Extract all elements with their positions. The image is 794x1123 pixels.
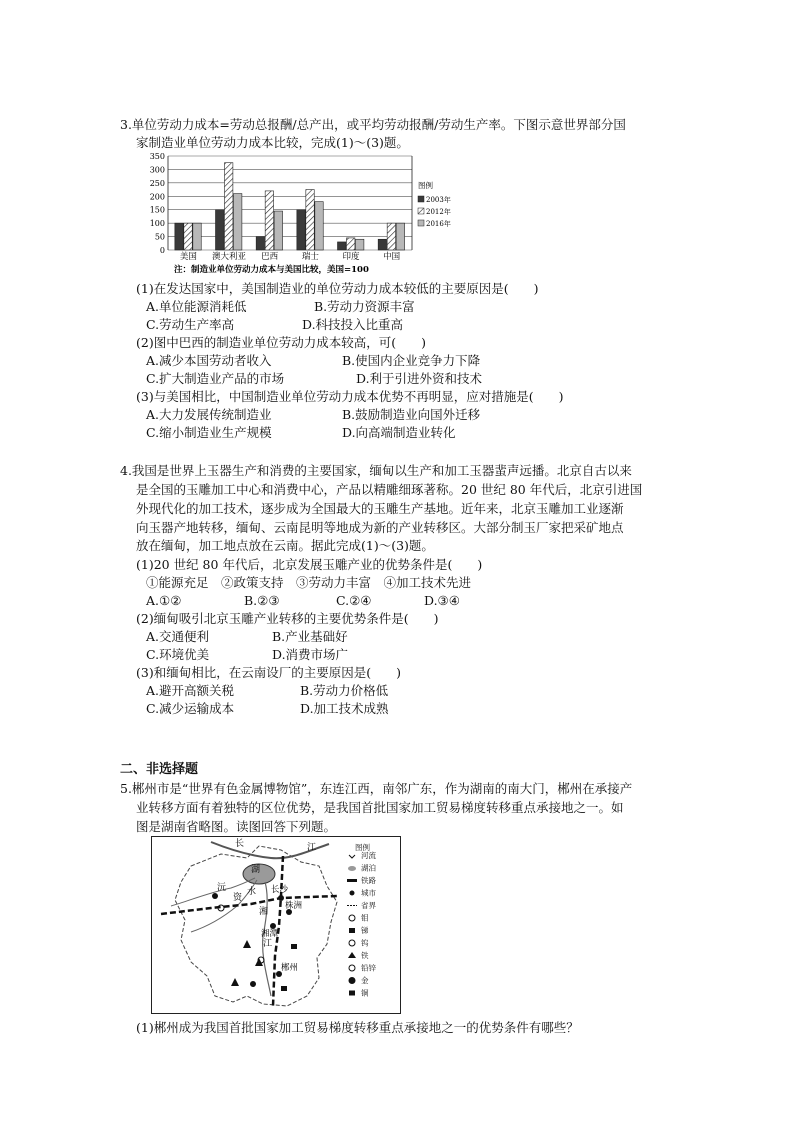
q3-sub1-option-d[interactable]: D.科技投入比重高 <box>302 317 404 332</box>
bar-2016年-中国 <box>396 223 404 250</box>
map-legend-label: 金 <box>361 976 369 985</box>
legend-label: 2012年 <box>426 208 451 216</box>
q5-sub1-stem: (1)郴州成为我国首批国家加工贸易梯度转移重点承接地之一的优势条件有哪些？ <box>136 1020 579 1035</box>
y-tick-label: 0 <box>159 246 165 255</box>
legend-label: 2003年 <box>426 196 451 204</box>
q4-sub2-option-b[interactable]: B.产业基础好 <box>272 629 348 644</box>
map-label-yuan: 沅 <box>217 883 227 893</box>
bar-2012年-巴西 <box>265 191 273 250</box>
x-tick-label: 澳大利亚 <box>211 252 247 262</box>
q4-sub1-option-a[interactable]: A.①② <box>146 593 182 608</box>
q3-sub1-stem: (1)在发达国家中，美国制造业的单位劳动力成本较低的主要原因是( ) <box>136 281 539 296</box>
bar-2003年-瑞士 <box>297 210 305 250</box>
map-legend-label: 城市 <box>361 888 376 898</box>
q3-intro-line-2: 家制造业单位劳动力成本比较，完成(1)～(3)题。 <box>136 135 409 150</box>
hunan-province-map <box>151 836 401 1014</box>
map-legend-label: 锑 <box>361 926 369 935</box>
changsha-city <box>278 895 284 901</box>
map-legend-label: 钼 <box>361 913 369 923</box>
q3-sub2-option-d[interactable]: D.利于引进外资和技术 <box>356 371 483 386</box>
map-legend-symbol <box>347 879 357 882</box>
legend-swatch <box>418 220 424 226</box>
y-tick-label: 100 <box>149 219 165 229</box>
q4-sub3-stem: (3)和缅甸相比，在云南设厂的主要原因是( ) <box>136 665 401 680</box>
bar-2016年-美国 <box>193 223 201 250</box>
map-legend-label: 河流 <box>361 851 376 860</box>
q4-intro-line-1: 4.我国是世界上玉器生产和消费的主要国家，缅甸以生产和加工玉器蜚声远播。北京自古以来 <box>120 463 632 478</box>
q4-sub1-stem: (1)20 世纪 80 年代后，北京发展玉雕产业的优势条件是( ) <box>136 557 483 572</box>
q3-sub1-option-a[interactable]: A.单位能源消耗低 <box>146 299 247 314</box>
map-legend-label: 铁 <box>361 951 369 960</box>
q3-sub3-option-a[interactable]: A.大力发展传统制造业 <box>146 407 272 422</box>
bar-2003年-美国 <box>175 223 183 250</box>
map-legend-label: 铁路 <box>361 876 376 885</box>
x-tick-label: 巴西 <box>261 252 279 262</box>
q4-sub2-stem: (2)缅甸吸引北京玉雕产业转移的主要优势条件是( ) <box>136 611 439 626</box>
bar-2012年-澳大利亚 <box>225 163 233 250</box>
q3-sub3-option-d[interactable]: D.向高端制造业转化 <box>342 425 456 440</box>
map-label-zhuzhou: 株洲 <box>285 901 303 911</box>
x-tick-label: 瑞士 <box>301 252 319 262</box>
map-label-xiang: 湘 <box>259 907 269 917</box>
map-label-jiang-1: 江 <box>307 843 317 853</box>
bar-2012年-印度 <box>347 238 355 250</box>
labor-cost-bar-chart <box>140 152 451 280</box>
map-legend-symbol <box>349 991 355 996</box>
map-legend-label: 铜 <box>361 988 369 998</box>
map-legend-symbol <box>349 978 355 984</box>
legend-swatch <box>418 196 424 202</box>
bar-2016年-瑞士 <box>315 202 323 250</box>
legend-label: 2016年 <box>426 220 451 228</box>
legend-swatch <box>418 208 424 214</box>
bar-2012年-瑞士 <box>306 190 314 250</box>
y-tick-label: 50 <box>154 232 165 242</box>
map-label-xiangtan: 湘潭 <box>261 929 279 939</box>
map-legend-label: 湖泊 <box>361 863 376 873</box>
bar-2003年-澳大利亚 <box>216 210 224 250</box>
q3-sub2-option-b[interactable]: B.使国内企业竞争力下降 <box>342 353 481 368</box>
map-legend-symbol <box>350 891 355 896</box>
q4-sub3-option-a[interactable]: A.避开高额关税 <box>146 683 235 698</box>
bar-2003年-印度 <box>338 242 346 250</box>
q4-sub1-conditions: ①能源充足 ②政策支持 ③劳动力丰富 ④加工技术先进 <box>146 575 472 590</box>
map-label-zi: 资 <box>233 893 243 903</box>
map-label-jiang-2: 江 <box>263 939 273 949</box>
y-tick-label: 150 <box>149 205 165 215</box>
svg-text:图例: 图例 <box>355 843 370 852</box>
map-legend-label: 钨 <box>361 938 369 948</box>
section2-title: 二、非选择题 <box>120 762 199 777</box>
bar-2012年-美国 <box>184 223 192 250</box>
chart-note: 注：制造业单位劳动力成本与美国比较，美国=100 <box>174 265 369 275</box>
x-tick-label: 印度 <box>342 252 360 262</box>
bar-2016年-澳大利亚 <box>234 194 242 250</box>
map-label-changsha: 长沙 <box>271 885 289 895</box>
q4-sub2-option-c[interactable]: C.环境优美 <box>146 647 210 662</box>
q3-sub1-option-c[interactable]: C.劳动生产率高 <box>146 317 235 332</box>
map-label-chang: 长 <box>235 839 245 849</box>
q5-intro-line-2: 业转移方面有着独特的区位优势，是我国首批国家加工贸易梯度转移重点承接地之一。如 <box>136 800 624 815</box>
q4-intro-line-2: 是全国的玉雕加工中心和消费中心，产品以精雕细琢著称。20 世纪 80 年代后，北京引进国 <box>136 482 643 497</box>
q4-intro-line-5: 放在缅甸，加工地点放在云南。据此完成(1)～(3)题。 <box>136 538 434 553</box>
bar-2016年-巴西 <box>274 211 282 250</box>
y-tick-label: 250 <box>149 178 165 188</box>
y-tick-label: 300 <box>149 165 165 175</box>
q3-sub3-option-c[interactable]: C.缩小制造业生产规模 <box>146 425 272 440</box>
q4-sub1-option-d[interactable]: D.③④ <box>424 593 460 608</box>
q4-intro-line-3: 外现代化的加工技术，逐步成为全国最大的玉雕生产基地。近年来，北京玉雕加工业逐渐 <box>136 501 624 516</box>
map-legend-symbol <box>349 928 355 933</box>
q5-intro-line-3: 图是湖南省略图。读图回答下列题。 <box>136 819 337 834</box>
bar-2003年-中国 <box>378 239 386 250</box>
q4-sub3-option-d[interactable]: D.加工技术成熟 <box>300 701 389 716</box>
map-legend-symbol <box>348 866 356 871</box>
map-legend-label: 省界 <box>361 901 376 910</box>
q4-sub1-option-b[interactable]: B.②③ <box>244 593 280 608</box>
bar-2003年-巴西 <box>256 237 264 250</box>
bar-2012年-中国 <box>387 223 395 250</box>
q4-sub3-option-c[interactable]: C.减少运输成本 <box>146 701 235 716</box>
map-label-hu: 湖 <box>251 865 261 875</box>
map-legend-label: 铅锌 <box>361 963 376 973</box>
q5-intro-line-1: 5.郴州市是“世界有色金属博物馆”，东连江西，南邻广东，作为湖南的南大门，郴州在承接产 <box>120 781 633 796</box>
q4-sub3-option-b[interactable]: B.劳动力价格低 <box>300 683 389 698</box>
map-label-chenzhou: 郴州 <box>281 963 299 973</box>
map-label-shui: 水 <box>247 887 257 897</box>
q3-sub3-stem: (3)与美国相比，中国制造业单位劳动力成本优势不再明显，应对措施是( ) <box>136 389 564 404</box>
q4-sub2-option-d[interactable]: D.消费市场广 <box>272 647 349 662</box>
bar-2016年-印度 <box>356 239 364 250</box>
q3-intro-line-1: 3.单位劳动力成本=劳动总报酬/总产出，或平均劳动报酬/劳动生产率。下图示意世界部分国 <box>120 117 626 132</box>
q3-sub3-option-b[interactable]: B.鼓励制造业向国外迁移 <box>342 407 481 422</box>
q3-sub1-option-b[interactable]: B.劳动力资源丰富 <box>314 299 415 314</box>
y-tick-label: 200 <box>149 192 165 202</box>
q4-intro-line-4: 向玉器产地转移，缅甸、云南昆明等地成为新的产业转移区。大部分制玉厂家把采矿地点 <box>136 520 624 535</box>
legend-title: 图例 <box>418 181 433 190</box>
x-tick-label: 中国 <box>383 252 401 262</box>
q3-sub2-stem: (2)图中巴西的制造业单位劳动力成本较高，可( ) <box>136 335 426 350</box>
q3-sub2-option-c[interactable]: C.扩大制造业产品的市场 <box>146 371 285 386</box>
q4-sub2-option-a[interactable]: A.交通便利 <box>146 629 210 644</box>
x-tick-label: 美国 <box>179 252 197 262</box>
q3-sub2-option-a[interactable]: A.减少本国劳动者收入 <box>146 353 272 368</box>
q4-sub1-option-c[interactable]: C.②④ <box>336 593 372 608</box>
y-tick-label: 350 <box>149 152 165 161</box>
